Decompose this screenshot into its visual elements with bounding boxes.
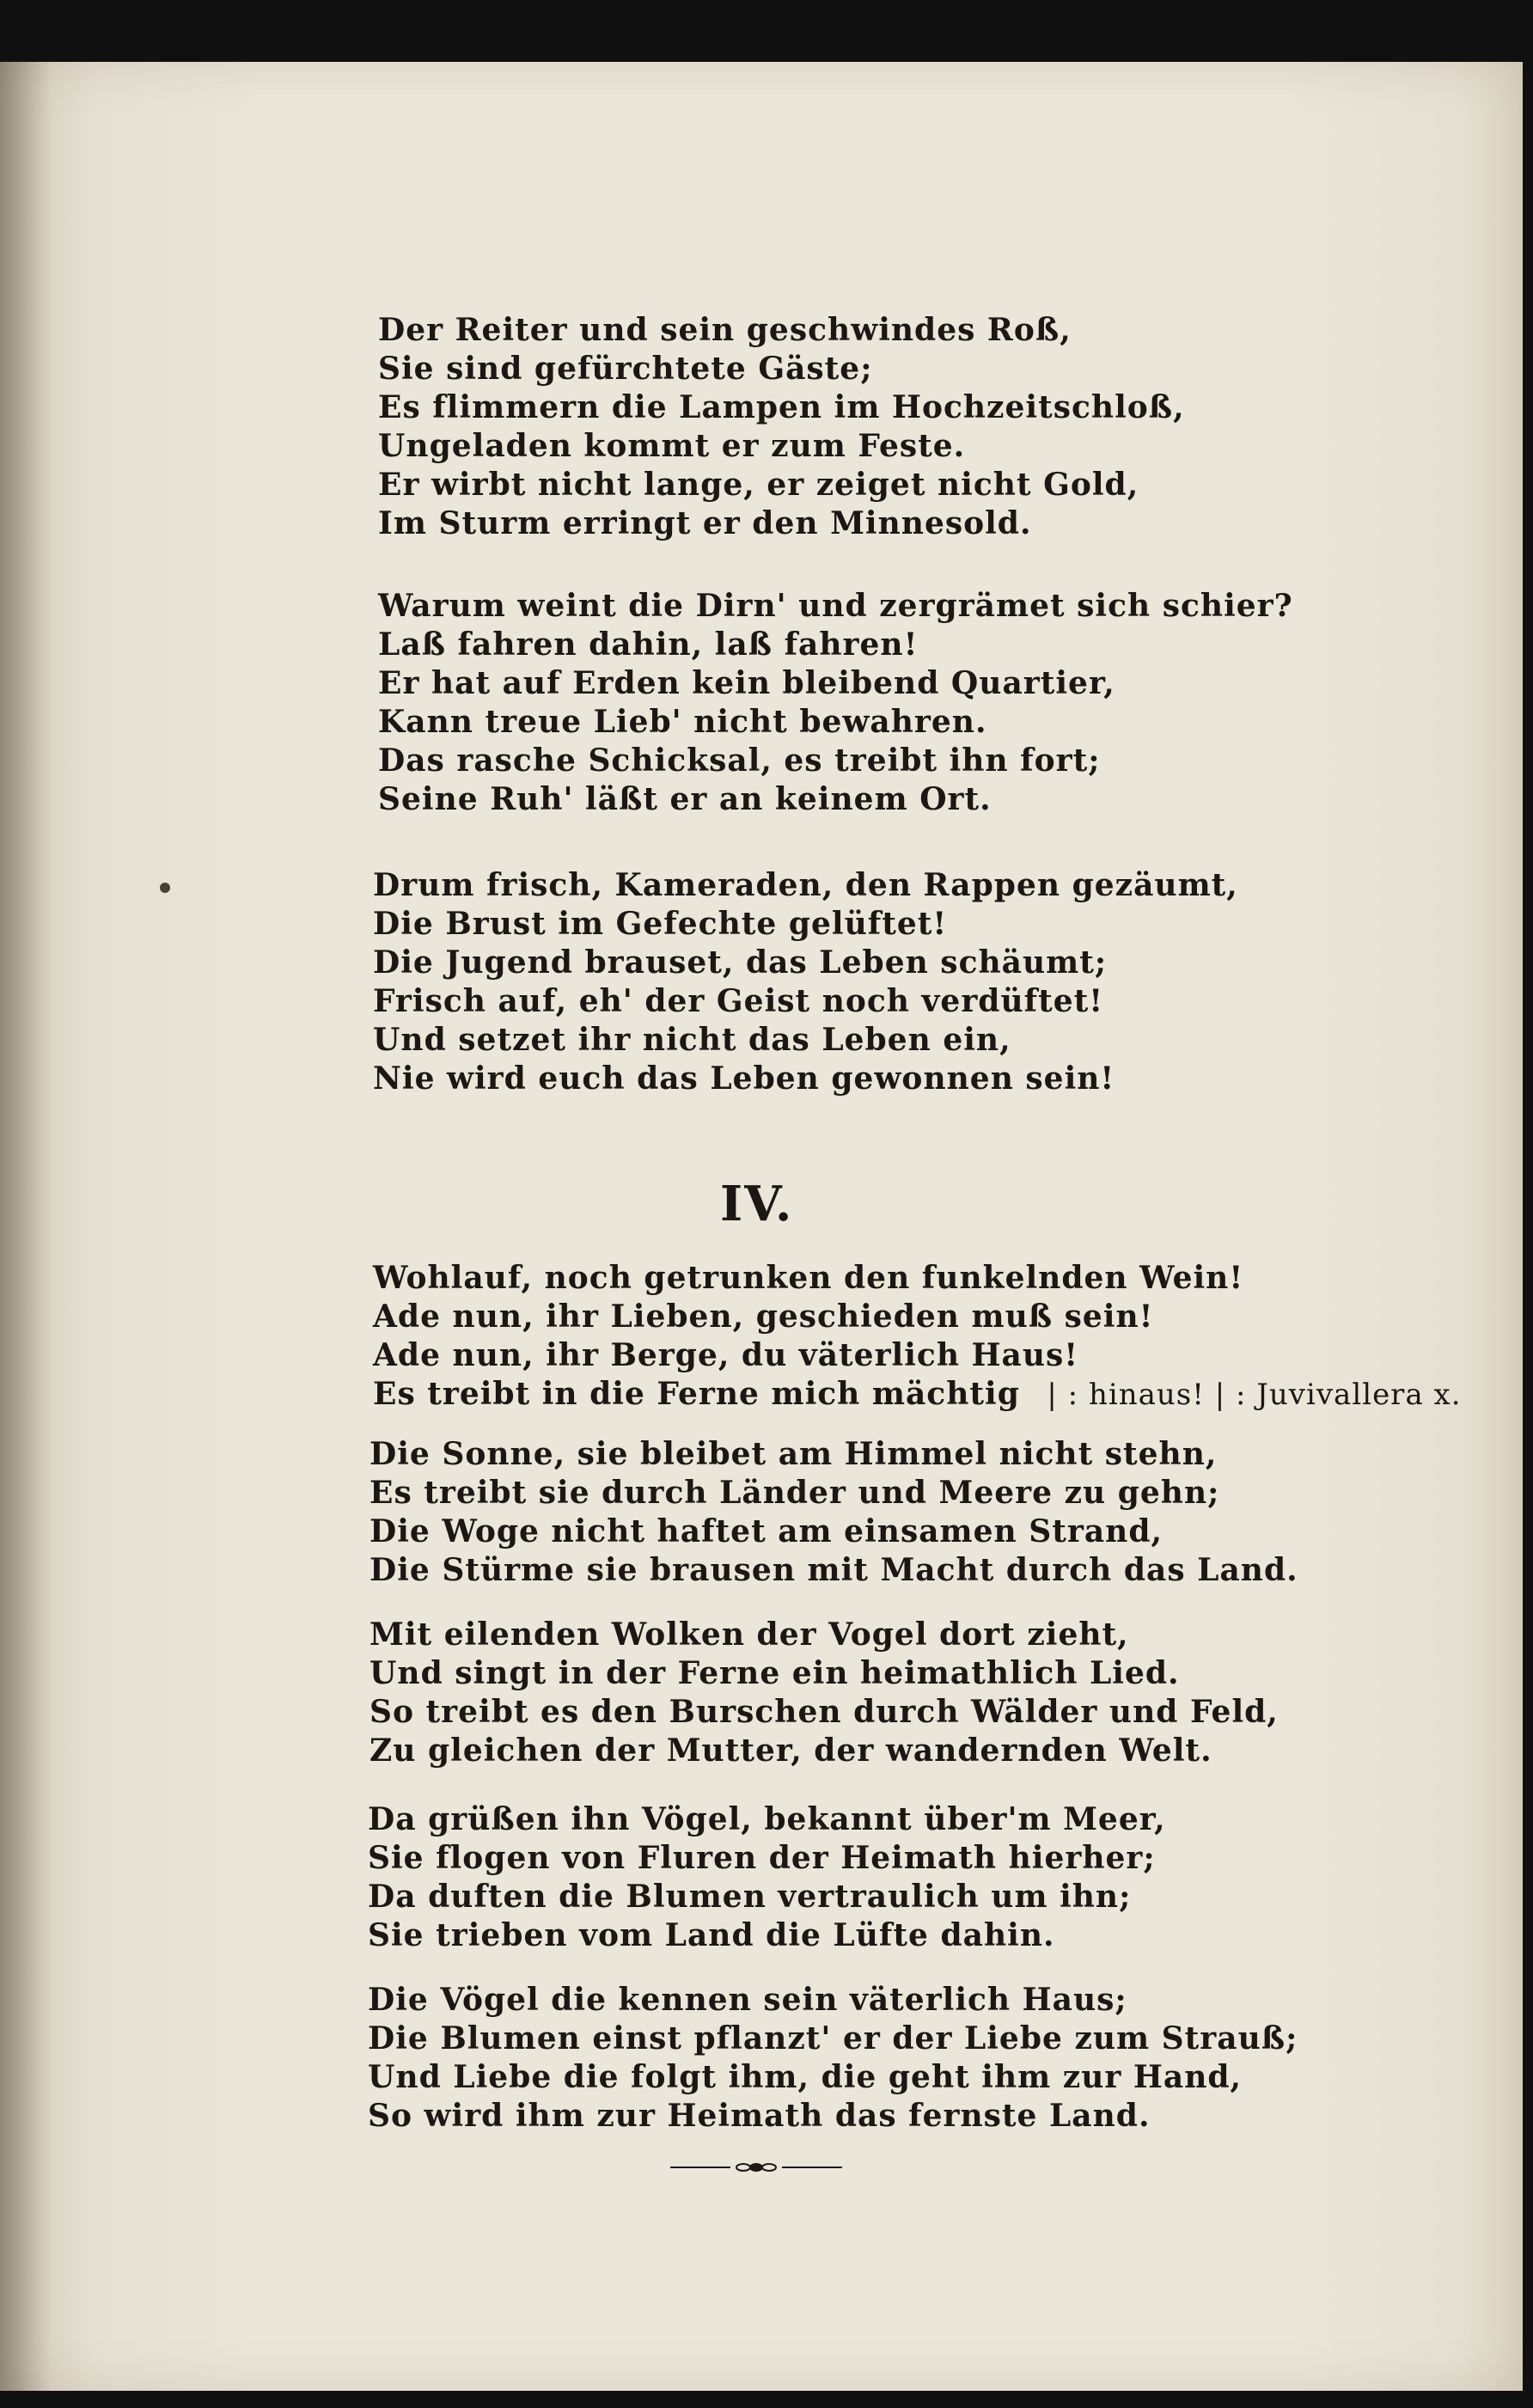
section-number: IV. bbox=[720, 1176, 794, 1232]
verse-line: Da duften die Blumen vertraulich um ihn; bbox=[368, 1879, 1132, 1915]
stanza-1 bbox=[378, 311, 1185, 543]
verse-line: Warum weint die Dirn' und zergrämet sich schier? bbox=[378, 588, 1293, 624]
verse-line: Die Vögel die kennen sein väterlich Haus; bbox=[368, 1982, 1127, 2018]
verse-line: Es flimmern die Lampen im Hochzeitschloß, bbox=[378, 389, 1185, 425]
verse-line: Er wirbt nicht lange, er zeiget nicht Gold, bbox=[378, 467, 1139, 503]
stanza-3 bbox=[373, 866, 1238, 1098]
verse-line: Und Liebe die folgt ihm, die geht ihm zur Hand, bbox=[368, 2059, 1243, 2095]
stanza-7 bbox=[368, 1800, 1166, 1955]
verse-line: Es treibt sie durch Länder und Meere zu gehn; bbox=[370, 1475, 1220, 1511]
verse-line: Zu gleichen der Mutter, der wandernden Welt. bbox=[370, 1733, 1212, 1769]
verse-line: Mit eilenden Wolken der Vogel dort zieht, bbox=[370, 1617, 1129, 1653]
verse-line: Und setzet ihr nicht das Leben ein, bbox=[373, 1022, 1011, 1058]
gutter-shadow bbox=[0, 62, 52, 2391]
verse-line: Frisch auf, eh' der Geist noch verdüftet! bbox=[373, 983, 1104, 1019]
verse-line: Die Woge nicht haftet am einsamen Strand, bbox=[370, 1513, 1163, 1549]
verse-line: Die Blumen einst pflanzt' er der Liebe zum Strauß; bbox=[368, 2020, 1298, 2057]
verse-line-with-refrain bbox=[373, 1375, 1462, 1414]
verse-line: Laß fahren dahin, laß fahren! bbox=[378, 626, 919, 663]
verse-line: Sie flogen von Fluren der Heimath hierher; bbox=[368, 1840, 1156, 1876]
verse-line: So wird ihm zur Heimath das fernste Land. bbox=[368, 2098, 1151, 2134]
verse-line: Im Sturm erringt er den Minnesold. bbox=[378, 505, 1032, 541]
verse-line: Nie wird euch das Leben gewonnen sein! bbox=[373, 1060, 1115, 1097]
verse-line: So treibt es den Burschen durch Wälder und Feld, bbox=[370, 1694, 1279, 1730]
ink-speck bbox=[160, 883, 170, 893]
verse-line: Sie sind gefürchtete Gäste; bbox=[378, 351, 873, 387]
verse-line: Sie trieben vom Land die Lüfte dahin. bbox=[368, 1917, 1055, 1953]
verse-line: Seine Ruh' läßt er an keinem Ort. bbox=[378, 781, 992, 817]
verse-line: Ade nun, ihr Lieben, geschieden muß sein! bbox=[373, 1299, 1154, 1335]
verse-line: Das rasche Schicksal, es treibt ihn fort; bbox=[378, 743, 1101, 779]
stanza-5 bbox=[370, 1435, 1298, 1590]
verse-line: Die Stürme sie brausen mit Macht durch das Land. bbox=[370, 1552, 1298, 1588]
verse-line: Kann treue Lieb' nicht bewahren. bbox=[378, 704, 987, 740]
stanza-6 bbox=[370, 1616, 1279, 1770]
verse-line: Die Jugend brauset, das Leben schäumt; bbox=[373, 944, 1108, 981]
verse-line: Drum frisch, Kameraden, den Rappen gezäumt, bbox=[373, 867, 1238, 903]
verse-line: Ade nun, ihr Berge, du väterlich Haus! bbox=[373, 1337, 1079, 1373]
stanza-4 bbox=[373, 1259, 1462, 1414]
verse-line-text: Es treibt in die Ferne mich mächtig bbox=[373, 1376, 1020, 1412]
verse-line: Da grüßen ihn Vögel, bekannt über'm Meer, bbox=[368, 1801, 1166, 1837]
verse-line: Wohlauf, noch getrunken den funkelnden Wein! bbox=[373, 1260, 1244, 1296]
stanza-8 bbox=[368, 1981, 1298, 2136]
verse-line: Er hat auf Erden kein bleibend Quartier, bbox=[378, 665, 1115, 701]
verse-line: Und singt in der Ferne ein heimathlich Lied. bbox=[370, 1655, 1180, 1691]
stanza-2 bbox=[378, 587, 1293, 819]
verse-line: Die Sonne, sie bleibet am Himmel nicht stehn, bbox=[370, 1436, 1218, 1472]
ornamental-rule bbox=[670, 2159, 842, 2176]
verse-line: Die Brust im Gefechte gelüftet! bbox=[373, 906, 948, 942]
verse-line: Der Reiter und sein geschwindes Roß, bbox=[378, 312, 1072, 348]
refrain-marker: | : hinaus! | : Juvivallera x. bbox=[1047, 1378, 1462, 1412]
verse-line: Ungeladen kommt er zum Feste. bbox=[378, 428, 966, 464]
